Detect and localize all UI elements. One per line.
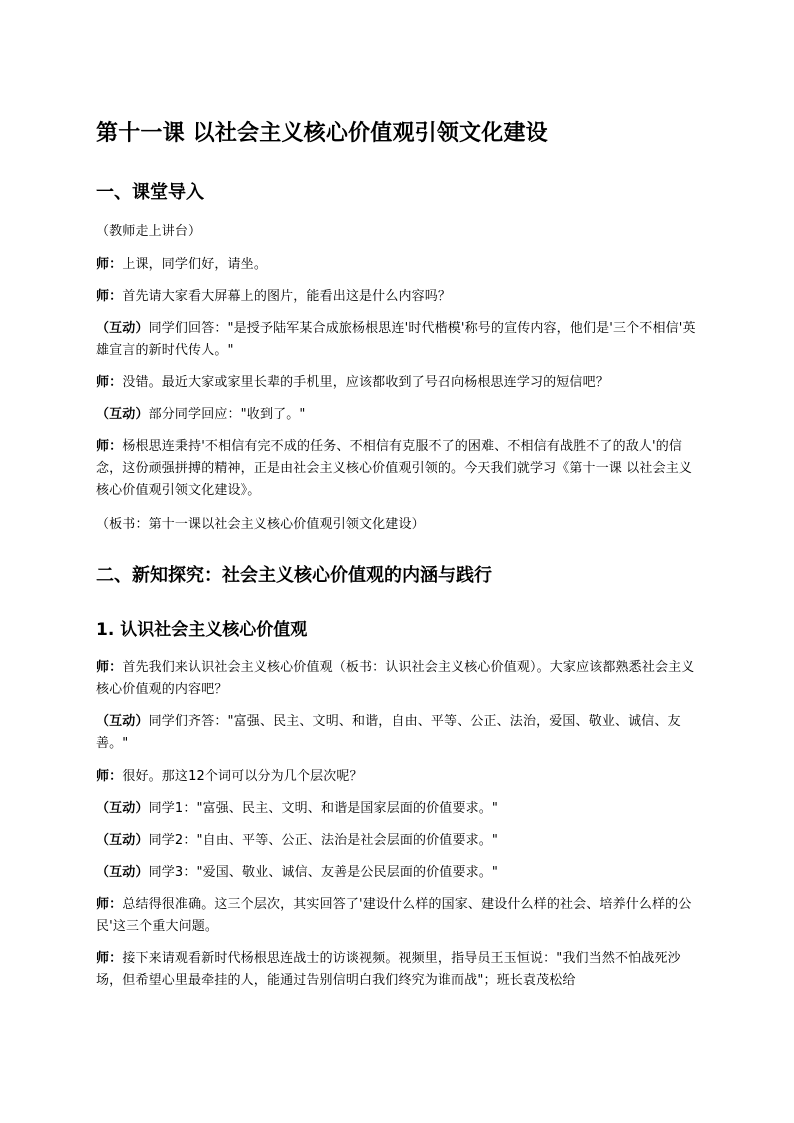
speaker-label: 师： — [96, 289, 123, 304]
line-text: 接下来请观看新时代杨根思连战士的访谈视频。视频里，指导员王玉恒说："我们当然不怕战死沙场，但希望心里最牵挂的人，能通过告别信明白我们终究为谁而战"；班长袁茂松给 — [96, 951, 681, 988]
interaction-line — [96, 798, 702, 820]
line-text: 同学2："自由、平等、公正、法治是社会层面的价值要求。" — [148, 833, 499, 848]
speaker-label: （互动） — [96, 714, 149, 729]
stage-direction: （教师走上讲台） — [96, 224, 202, 239]
interaction-line — [96, 830, 702, 852]
speaker-label: 师： — [96, 257, 123, 272]
teacher-line — [96, 948, 702, 992]
line-text: 同学们齐答："富强、民主、文明、和谐，自由、平等、公正、法治，爱国、敬业、诚信、友善。" — [96, 714, 681, 751]
line-text: 首先我们来认识社会主义核心价值观（板书：认识社会主义核心价值观）。大家应该都熟悉社会主义核心价值观的内容吧？ — [96, 660, 695, 697]
line-text: 很好。那这12个词可以分为几个层次呢？ — [122, 769, 363, 784]
teacher-line — [96, 286, 702, 308]
teacher-line — [96, 894, 702, 938]
line-text: 同学3："爱国、敬业、诚信、友善是公民层面的价值要求。" — [148, 865, 499, 880]
teacher-line — [96, 254, 702, 276]
speaker-label: 师： — [96, 951, 123, 966]
teacher-line — [96, 766, 702, 788]
speaker-label: 师： — [96, 439, 123, 454]
line-text: 同学们回答："是授予陆军某合成旅杨根思连'时代楷模'称号的宣传内容，他们是'三个不相信'英雄宣言的新时代传人。" — [96, 321, 696, 358]
teacher-line — [96, 436, 702, 502]
interaction-line — [96, 711, 702, 755]
interaction-line — [96, 318, 702, 362]
speaker-label: （互动） — [96, 801, 149, 816]
interaction-line — [96, 404, 702, 426]
line-text: 没错。最近大家或家里长辈的手机里，应该都收到了号召向杨根思连学习的短信吧？ — [122, 375, 609, 390]
line-text: 部分同学回应："收到了。" — [148, 407, 306, 422]
interaction-line — [96, 862, 702, 884]
section-heading-intro: 一、课堂导入 — [96, 182, 204, 203]
teacher-line — [96, 372, 702, 394]
speaker-label: 师： — [96, 660, 123, 675]
line-text: 同学1："富强、民主、文明、和谐是国家层面的价值要求。" — [148, 801, 499, 816]
speaker-label: （互动） — [96, 833, 149, 848]
section-heading-explore: 二、新知探究：社会主义核心价值观的内涵与践行 — [96, 565, 492, 586]
speaker-label: 师： — [96, 769, 123, 784]
speaker-label: （互动） — [96, 407, 149, 422]
line-text: 总结得很准确。这三个层次，其实回答了'建设什么样的国家、建设什么样的社会、培养什么样的公民'这三个重大问题。 — [96, 897, 692, 934]
teacher-line — [96, 657, 702, 701]
line-text: 杨根思连秉持'不相信有完不成的任务、不相信有克服不了的困难、不相信有战胜不了的敌人'的信念，这份顽强拼搏的精神，正是由社会主义核心价值观引领的。今天我们就学习《第十一课 以社会主义核心价值观引领文化建设》。 — [96, 439, 693, 498]
speaker-label: （互动） — [96, 865, 149, 880]
speaker-label: 师： — [96, 375, 123, 390]
page-title: 第十一课 以社会主义核心价值观引领文化建设 — [96, 121, 548, 146]
subsection-heading: 1. 认识社会主义核心价值观 — [96, 620, 308, 640]
blackboard-note: （板书：第十一课以社会主义核心价值观引领文化建设） — [96, 517, 425, 532]
line-text: 首先请大家看大屏幕上的图片，能看出这是什么内容吗？ — [122, 289, 452, 304]
speaker-label: 师： — [96, 897, 123, 912]
speaker-label: （互动） — [96, 321, 149, 336]
line-text: 上课，同学们好，请坐。 — [122, 257, 267, 272]
